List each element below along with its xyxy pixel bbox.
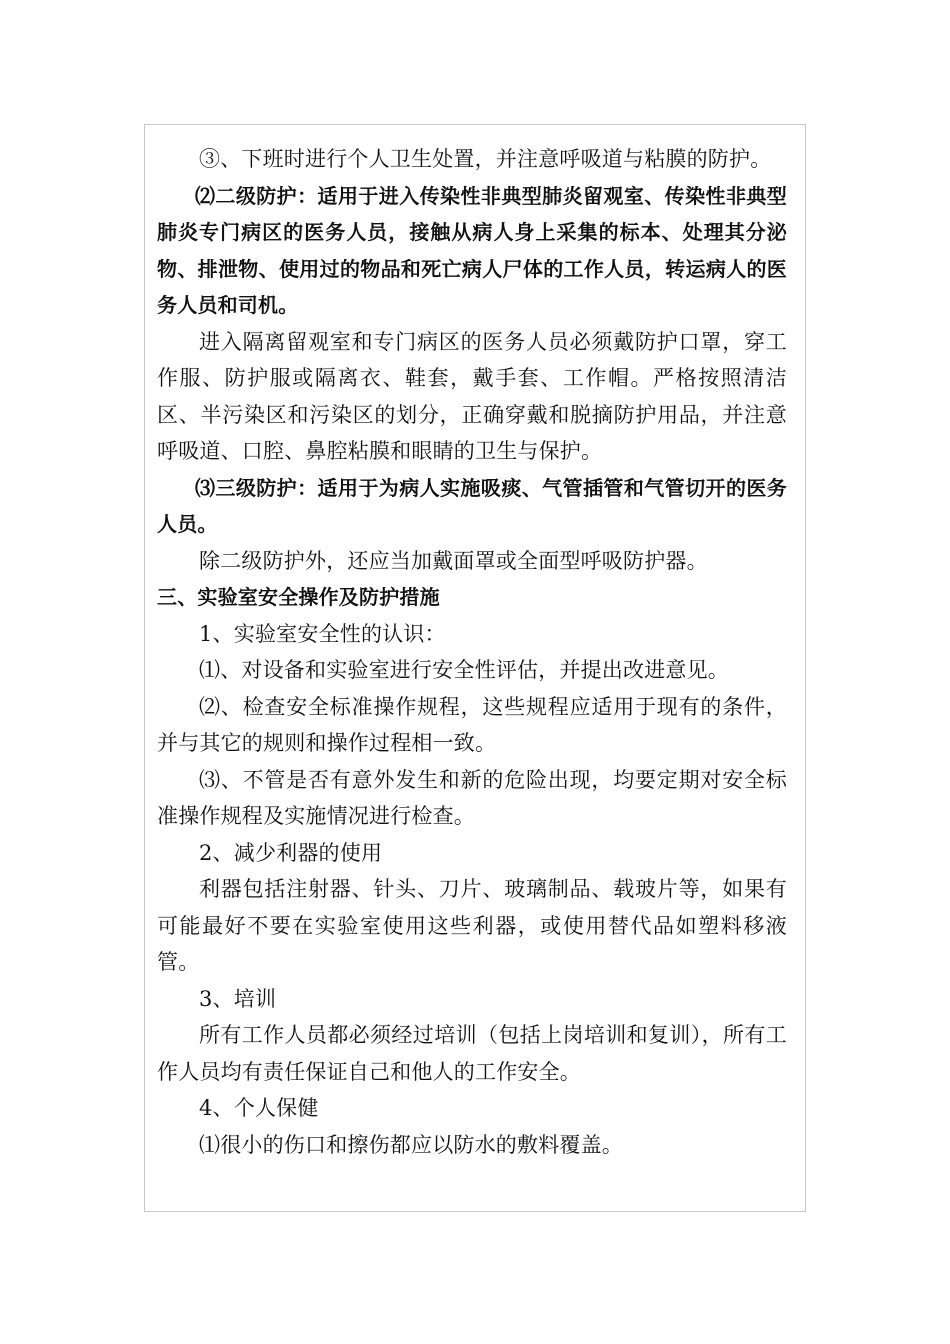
paragraph-periodic-review: ⑶、不管是否有意外发生和新的危险出现，均要定期对安全标准操作规程及实施情况进行检查。 xyxy=(157,767,787,828)
subheading-training: 3、培训 xyxy=(199,986,277,1011)
paragraph-level2-protection-detail: 进入隔离留观室和专门病区的医务人员必须戴防护口罩，穿工作服、防护服或隔离衣、鞋套，戴手套、工作帽。严格按照清洁区、半污染区和污染区的划分，正确穿戴和脱摘防护用品，并注意呼吸道、口腔、鼻腔粘膜和眼睛的卫生与保护。 xyxy=(157,329,787,463)
paragraph-level2-protection-heading: ⑵二级防护：适用于进入传染性非典型肺炎留观室、传染性非典型肺炎专门病区的医务人员，接触从病人身上采集的标本、处理其分泌物、排泄物、使用过的物品和死亡病人尸体的工作人员，转运病人的医务人员和司机。 xyxy=(157,183,787,317)
paragraph-personal-hygiene: ③、下班时进行个人卫生处置，并注意呼吸道与粘膜的防护。 xyxy=(199,147,772,171)
paragraph-training-detail: 所有工作人员都必须经过培训（包括上岗培训和复训），所有工作人员均有责任保证自己和他人的工作安全。 xyxy=(157,1023,787,1084)
subheading-reduce-sharps: 2、减少利器的使用 xyxy=(199,840,383,865)
subheading-personal-health: 4、个人保健 xyxy=(199,1096,319,1120)
paragraph-wound-covering: ⑴很小的伤口和擦伤都应以防水的敷料覆盖。 xyxy=(199,1132,623,1157)
paragraph-sharps-detail: 利器包括注射器、针头、刀片、玻璃制品、载玻片等，如果有可能最好不要在实验室使用这些利器，或使用替代品如塑料移液管。 xyxy=(157,877,787,974)
paragraph-equipment-assessment: ⑴、对设备和实验室进行安全性评估，并提出改进意见。 xyxy=(199,658,729,682)
paragraph-level3-protection-detail: 除二级防护外，还应当加戴面罩或全面型呼吸防护器。 xyxy=(199,548,708,573)
document-body xyxy=(157,141,787,1163)
paragraph-level3-protection-heading: ⑶三级防护：适用于为病人实施吸痰、气管插管和气管切开的医务人员。 xyxy=(157,475,787,536)
subheading-lab-safety-awareness: 1、实验室安全性的认识： xyxy=(199,621,446,646)
paragraph-check-procedures: ⑵、检查安全标准操作规程，这些规程应适用于现有的条件，并与其它的规则和操作过程相一致。 xyxy=(157,694,787,755)
section-heading-lab-safety: 三、实验室安全操作及防护措施 xyxy=(157,585,440,609)
